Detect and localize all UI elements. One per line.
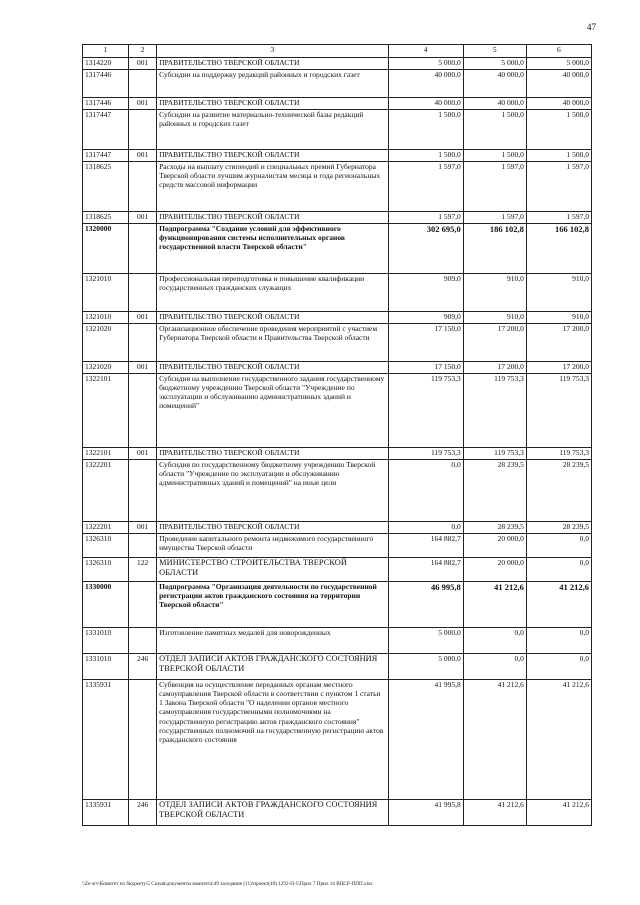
cell-name: Субсидии на развитие материально-технической базы редакций районных и городских газет: [157, 110, 388, 150]
cell-value-2: 28 239,5: [463, 460, 526, 522]
cell-code: 1326310: [83, 558, 129, 582]
cell-name: ПРАВИТЕЛЬСТВО ТВЕРСКОЙ ОБЛАСТИ: [157, 522, 388, 534]
cell-code: 1321010: [83, 312, 129, 324]
table-row: [83, 312, 592, 324]
table-row: [83, 448, 592, 460]
cell-code: 1317447: [83, 110, 129, 150]
cell-kvr: 001: [129, 150, 157, 162]
cell-value-1: 41 995,8: [388, 680, 463, 800]
cell-value-1: 5 000,0: [388, 654, 463, 680]
table-row: [83, 162, 592, 212]
cell-value-3: 1 597,0: [526, 212, 591, 224]
cell-value-1: 40 000,0: [388, 70, 463, 98]
table-row: [83, 628, 592, 654]
table-row: [83, 522, 592, 534]
table-row: [83, 362, 592, 374]
cell-kvr: 001: [129, 212, 157, 224]
cell-code: 1335931: [83, 800, 129, 826]
cell-value-2: 0,0: [463, 654, 526, 680]
cell-value-2: 1 500,0: [463, 110, 526, 150]
cell-name: ПРАВИТЕЛЬСТВО ТВЕРСКОЙ ОБЛАСТИ: [157, 362, 388, 374]
cell-value-2: 40 000,0: [463, 70, 526, 98]
cell-value-2: 20 000,0: [463, 534, 526, 558]
cell-value-3: 119 753,3: [526, 448, 591, 460]
cell-value-1: 1 597,0: [388, 212, 463, 224]
cell-value-1: 164 882,7: [388, 534, 463, 558]
cell-value-3: 1 500,0: [526, 150, 591, 162]
cell-value-2: 41 212,6: [463, 680, 526, 800]
cell-value-2: 119 753,3: [463, 448, 526, 460]
cell-code: 1321020: [83, 362, 129, 374]
cell-name: ПРАВИТЕЛЬСТВО ТВЕРСКОЙ ОБЛАСТИ: [157, 150, 388, 162]
cell-name: Субсидия на выполнение государственного задания государственному бюджетному учреждению Тверской области "Учреждение по эксплуатации и обслуживанию административных зданий и помещений": [157, 374, 388, 448]
column-header: 2: [129, 45, 157, 58]
cell-code: 1318625: [83, 162, 129, 212]
cell-kvr: [129, 628, 157, 654]
cell-value-2: 28 239,5: [463, 522, 526, 534]
cell-value-1: 1 597,0: [388, 162, 463, 212]
cell-kvr: 246: [129, 654, 157, 680]
cell-kvr: 001: [129, 98, 157, 110]
cell-value-3: 1 500,0: [526, 110, 591, 150]
cell-code: 1322101: [83, 374, 129, 448]
cell-value-1: 46 995,8: [388, 582, 463, 628]
table-row: [83, 558, 592, 582]
table-row: [83, 374, 592, 448]
cell-name: Субсидии на поддержку редакций районных и городских газет: [157, 70, 388, 98]
cell-code: 1326310: [83, 534, 129, 558]
table-row: [83, 582, 592, 628]
cell-value-2: 41 212,6: [463, 582, 526, 628]
cell-kvr: [129, 324, 157, 362]
cell-name: Расходы на выплату стипендий и специальных премий Губернатора Тверской области лучшим журналистам месяца и года региональных средств массовой информации: [157, 162, 388, 212]
cell-value-3: 5 000,0: [526, 58, 591, 70]
cell-value-2: 5 000,0: [463, 58, 526, 70]
cell-value-3: 41 212,6: [526, 800, 591, 826]
cell-code: 1322201: [83, 460, 129, 522]
cell-name: Субсидия по государственному бюджетному учреждению Тверской области "Учреждение по эксплуатации и обслуживанию административных зданий и помещений" на иные цели: [157, 460, 388, 522]
cell-value-3: 17 200,0: [526, 324, 591, 362]
cell-value-3: 0,0: [526, 628, 591, 654]
cell-value-1: 17 150,0: [388, 362, 463, 374]
cell-code: 1321010: [83, 274, 129, 312]
cell-kvr: [129, 70, 157, 98]
cell-value-3: 0,0: [526, 534, 591, 558]
cell-kvr: [129, 680, 157, 800]
cell-name: ПРАВИТЕЛЬСТВО ТВЕРСКОЙ ОБЛАСТИ: [157, 312, 388, 324]
cell-value-1: 17 150,0: [388, 324, 463, 362]
table-row: [83, 70, 592, 98]
cell-value-2: 0,0: [463, 628, 526, 654]
cell-name: Профессиональная переподготовка и повышение квалификации государственных гражданских служащих: [157, 274, 388, 312]
cell-name: ПРАВИТЕЛЬСТВО ТВЕРСКОЙ ОБЛАСТИ: [157, 98, 388, 110]
cell-name: ПРАВИТЕЛЬСТВО ТВЕРСКОЙ ОБЛАСТИ: [157, 448, 388, 460]
cell-value-1: 164 882,7: [388, 558, 463, 582]
cell-value-2: 41 212,6: [463, 800, 526, 826]
table-row: [83, 680, 592, 800]
cell-value-3: 40 000,0: [526, 98, 591, 110]
table-row: [83, 534, 592, 558]
cell-value-1: 0,0: [388, 522, 463, 534]
cell-kvr: [129, 534, 157, 558]
cell-kvr: 001: [129, 522, 157, 534]
cell-name: ПРАВИТЕЛЬСТВО ТВЕРСКОЙ ОБЛАСТИ: [157, 58, 388, 70]
cell-kvr: 001: [129, 448, 157, 460]
cell-code: 1321020: [83, 324, 129, 362]
cell-value-3: 0,0: [526, 654, 591, 680]
table-row: [83, 274, 592, 312]
cell-value-2: 1 597,0: [463, 162, 526, 212]
cell-value-1: 1 500,0: [388, 150, 463, 162]
cell-value-2: 40 000,0: [463, 98, 526, 110]
cell-code: 1318625: [83, 212, 129, 224]
cell-kvr: [129, 224, 157, 274]
cell-name: Изготовление памятных медалей для новорожденных: [157, 628, 388, 654]
cell-name: ОТДЕЛ ЗАПИСИ АКТОВ ГРАЖДАНСКОГО СОСТОЯНИЯ ТВЕРСКОЙ ОБЛАСТИ: [157, 800, 388, 826]
cell-value-1: 119 753,3: [388, 448, 463, 460]
cell-value-3: 28 239,5: [526, 460, 591, 522]
table-row: [83, 654, 592, 680]
cell-value-1: 5 000,0: [388, 628, 463, 654]
cell-code: 1317447: [83, 150, 129, 162]
cell-value-1: 41 995,8: [388, 800, 463, 826]
cell-value-2: 1 500,0: [463, 150, 526, 162]
cell-value-2: 20 000,0: [463, 558, 526, 582]
cell-value-3: 910,0: [526, 312, 591, 324]
column-header: 3: [157, 45, 388, 58]
cell-kvr: [129, 162, 157, 212]
cell-kvr: [129, 582, 157, 628]
table-row: [83, 460, 592, 522]
cell-code: 1335931: [83, 680, 129, 800]
table-row: [83, 212, 592, 224]
cell-value-3: 1 597,0: [526, 162, 591, 212]
cell-value-2: 186 102,8: [463, 224, 526, 274]
column-header: 1: [83, 45, 129, 58]
cell-value-2: 1 597,0: [463, 212, 526, 224]
cell-code: 1331010: [83, 654, 129, 680]
table-row: [83, 224, 592, 274]
cell-kvr: [129, 110, 157, 150]
cell-value-2: 910,0: [463, 274, 526, 312]
cell-value-3: 41 212,6: [526, 582, 591, 628]
cell-value-3: 0,0: [526, 558, 591, 582]
cell-value-1: 1 500,0: [388, 110, 463, 150]
cell-name: Проведение капитального ремонта недвижимого государственного имущества Тверской области: [157, 534, 388, 558]
cell-kvr: 001: [129, 362, 157, 374]
cell-name: Субвенция на осуществление переданных органам местного самоуправления Тверской области в соответствии с пунктом 1 статьи 1 Закона Тверской области "О наделении органов местного самоуправления государственными полномочиями на государственную регистрацию актов гражданского состояния" государственных полномочий на государственную регистрацию актов гражданского состояния: [157, 680, 388, 800]
cell-value-2: 119 753,3: [463, 374, 526, 448]
cell-name: МИНИСТЕРСТВО СТРОИТЕЛЬСТВА ТВЕРСКОЙ ОБЛАСТИ: [157, 558, 388, 582]
footer-file-path: \\Ze-srv\Комитет по бюджету\5 Созыв\документы комитета\49 заседание (11)\проект(49) 1292-П-5\Прил 7 Прил 14 ВЦСР-ППП.xlsx: [82, 881, 373, 887]
cell-value-3: 910,0: [526, 274, 591, 312]
cell-code: 1314220: [83, 58, 129, 70]
table-header-row: [83, 45, 592, 58]
cell-value-3: 166 102,8: [526, 224, 591, 274]
cell-value-3: 119 753,3: [526, 374, 591, 448]
cell-value-1: 119 753,3: [388, 374, 463, 448]
cell-value-2: 17 200,0: [463, 362, 526, 374]
budget-table: [82, 44, 592, 826]
cell-value-3: 17 200,0: [526, 362, 591, 374]
cell-value-3: 40 000,0: [526, 70, 591, 98]
table-row: [83, 98, 592, 110]
table-row: [83, 110, 592, 150]
cell-code: 1317446: [83, 98, 129, 110]
column-header: 4: [388, 45, 463, 58]
cell-kvr: 122: [129, 558, 157, 582]
cell-value-1: 40 000,0: [388, 98, 463, 110]
cell-value-1: 5 000,0: [388, 58, 463, 70]
cell-name: Подпрограмма "Организация деятельности по государственной регистрации актов гражданского состояния на территории Тверской области": [157, 582, 388, 628]
cell-code: 1330000: [83, 582, 129, 628]
cell-code: 1322101: [83, 448, 129, 460]
cell-code: 1322201: [83, 522, 129, 534]
cell-kvr: [129, 274, 157, 312]
cell-kvr: 001: [129, 312, 157, 324]
table-row: [83, 324, 592, 362]
page-number: 47: [587, 22, 596, 32]
cell-value-3: 28 239,5: [526, 522, 591, 534]
cell-value-1: 909,0: [388, 312, 463, 324]
cell-code: 1320000: [83, 224, 129, 274]
cell-name: Организационное обеспечение проведения мероприятий с участием Губернатора Тверской области и Правительства Тверской области: [157, 324, 388, 362]
cell-value-2: 910,0: [463, 312, 526, 324]
cell-value-1: 0,0: [388, 460, 463, 522]
cell-value-1: 909,0: [388, 274, 463, 312]
column-header: 5: [463, 45, 526, 58]
column-header: 6: [526, 45, 591, 58]
cell-name: ПРАВИТЕЛЬСТВО ТВЕРСКОЙ ОБЛАСТИ: [157, 212, 388, 224]
cell-value-1: 302 695,0: [388, 224, 463, 274]
cell-code: 1317446: [83, 70, 129, 98]
table-row: [83, 800, 592, 826]
cell-name: ОТДЕЛ ЗАПИСИ АКТОВ ГРАЖДАНСКОГО СОСТОЯНИЯ ТВЕРСКОЙ ОБЛАСТИ: [157, 654, 388, 680]
table-row: [83, 58, 592, 70]
cell-kvr: 246: [129, 800, 157, 826]
table-row: [83, 150, 592, 162]
cell-kvr: [129, 460, 157, 522]
cell-value-2: 17 200,0: [463, 324, 526, 362]
cell-code: 1331010: [83, 628, 129, 654]
cell-value-3: 41 212,6: [526, 680, 591, 800]
cell-kvr: [129, 374, 157, 448]
cell-name: Подпрограмма "Создание условий для эффективного функционирования системы исполнительных органов государственной власти Тверской области": [157, 224, 388, 274]
cell-kvr: 001: [129, 58, 157, 70]
